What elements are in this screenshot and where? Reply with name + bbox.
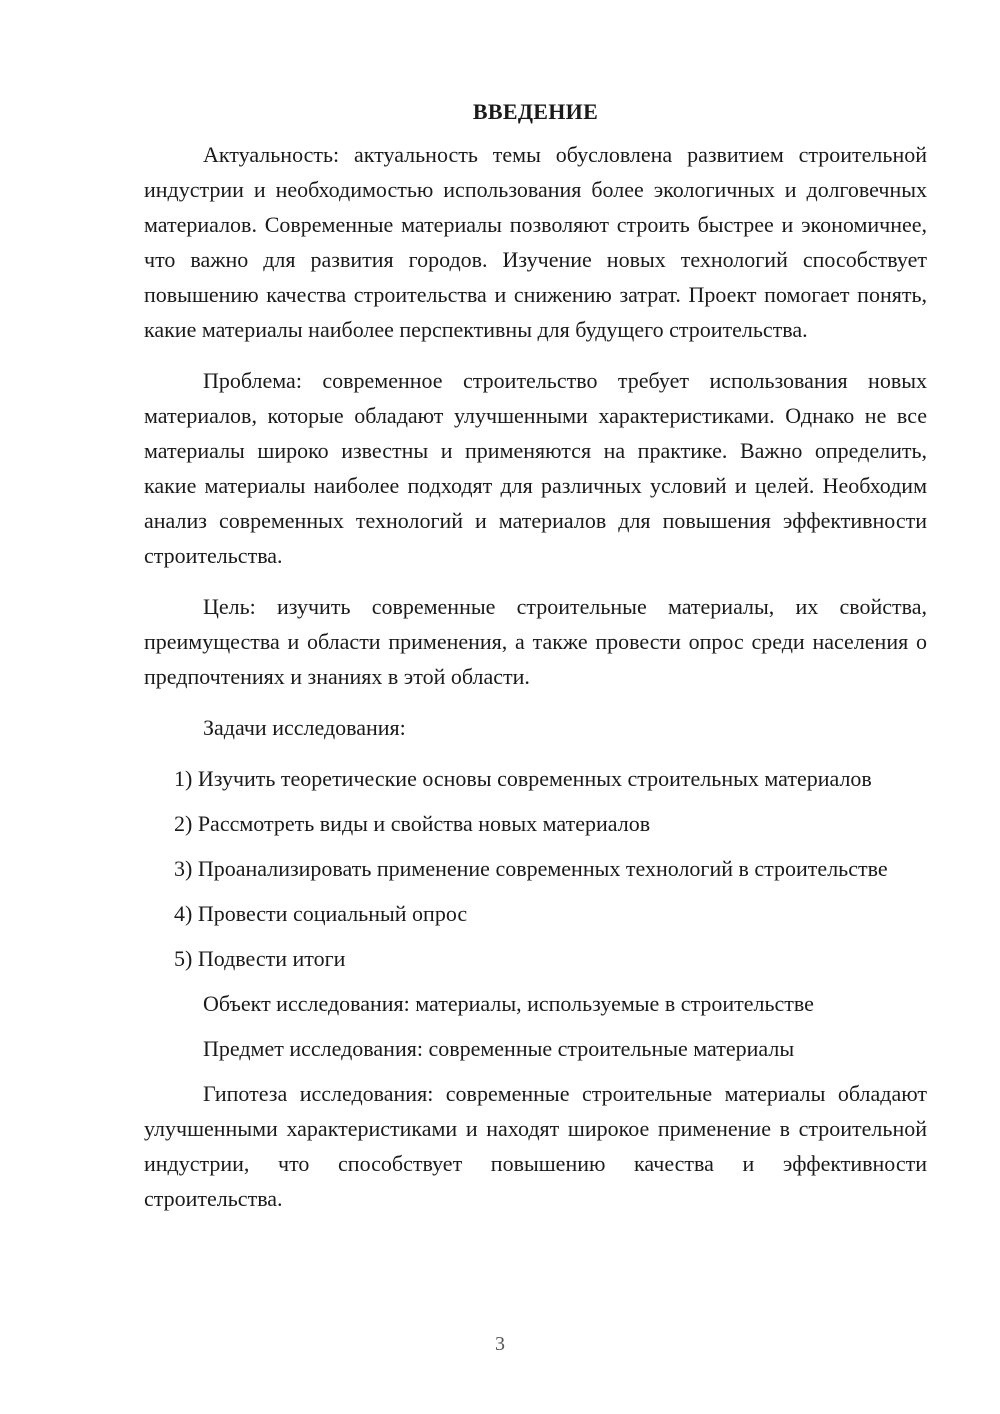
research-subject: Предмет исследования: современные строительные материалы [203, 1036, 795, 1061]
goal-paragraph: Цель: изучить современные строительные материалы, их свойства, преимущества и области применения, а также провести опрос среди населения о предпочтениях и знаниях в этой области. [144, 594, 927, 689]
research-object: Объект исследования: материалы, используемые в строительстве [203, 991, 814, 1016]
research-hypothesis: Гипотеза исследования: современные строительные материалы обладают улучшенными характеристиками и находят широкое применение в строительной индустрии, что способствует повышению качества и эффективности строительства. [144, 1081, 927, 1211]
task-item-2: 2) Рассмотреть виды и свойства новых материалов [174, 811, 651, 836]
task-item-4: 4) Провести социальный опрос [174, 901, 468, 926]
task-item-3: 3) Проанализировать применение современных технологий в строительстве [174, 856, 888, 881]
task-item-1: 1) Изучить теоретические основы современных строительных материалов [174, 766, 872, 791]
problem-paragraph: Проблема: современное строительство требует использования новых материалов, которые обладают улучшенными характеристиками. Однако не все материалы широко известны и применяются на практике. Важно определить, какие материалы наиболее подходят для различных условий и целей. Необходим анализ современных технологий и материалов для повышения эффективности строительства. [144, 368, 927, 568]
relevance-paragraph: Актуальность: актуальность темы обусловлена развитием строительной индустрии и необходимостью использования более экологичных и долговечных материалов. Современные материалы позволяют строить быстрее и экономичнее, что важно для развития городов. Изучение новых технологий способствует повышению качества строительства и снижению затрат. Проект помогает понять, какие материалы наиболее перспективны для будущего строительства. [144, 142, 927, 342]
task-item-5: 5) Подвести итоги [174, 946, 346, 971]
page-number: 3 [495, 1333, 505, 1355]
tasks-heading: Задачи исследования: [203, 715, 406, 740]
page-content [144, 94, 927, 1216]
section-title: ВВЕДЕНИЕ [472, 99, 599, 124]
